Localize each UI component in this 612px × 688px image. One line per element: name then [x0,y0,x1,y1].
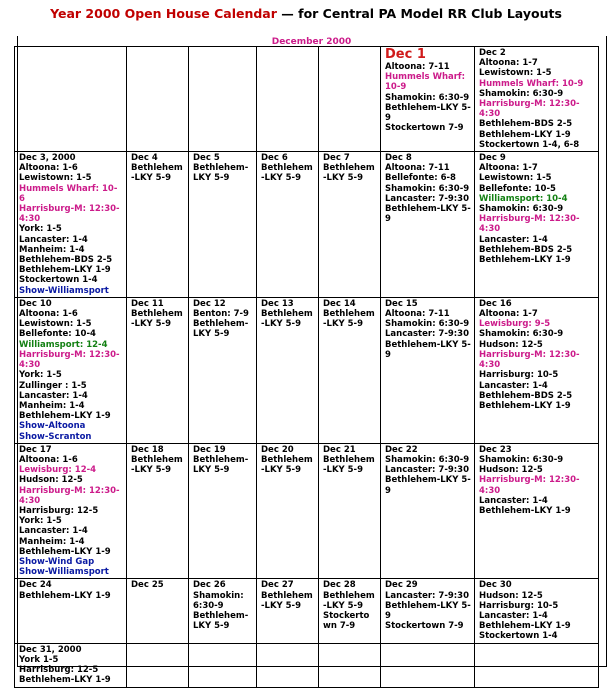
event-entry: Bethlehem-LKY 5-9 [323,163,375,184]
event-entry: Bethlehem-BDS 2-5 [479,390,573,401]
event-entry: Shamokin: 6:30-9 [193,590,244,611]
day-date-label: Dec 2 [479,48,506,58]
calendar-empty-cell [189,643,257,687]
calendar-day-cell [15,297,127,443]
event-entry: Hummels Wharf: 10-9 [385,72,466,93]
event-entry: Harrisburg-M: 12:30-4:30 [19,485,120,506]
day-date-label: Dec 5 [193,153,220,164]
event-entry: Harrisburg: 10-5 [479,370,559,381]
event-entry: Bellefonte: 6-8 [385,173,456,184]
event-entry: Lewistown: 1-5 [19,173,92,184]
event-entry: Harrisburg-M: 12:30-4:30 [19,204,120,225]
calendar-day-cell [381,443,475,579]
event-entry: Bethlehem-LKY 5-9 [131,309,183,330]
event-entry: Bethlehem-LKY 1-9 [19,675,111,686]
event-entry: Lewistown: 1-5 [19,319,92,330]
calendar-week-row [15,297,599,443]
event-entry: Hudson: 12-5 [479,339,543,350]
event-entry: Bethlehem-LKY 5-9 [323,309,375,330]
event-entry: Lancaster: 1-4 [479,610,548,621]
calendar-empty-cell [381,643,475,687]
title-for: for Central PA Model RR Club Layouts [298,6,562,21]
event-entry: Bethlehem-LKY 5-9 [385,600,471,621]
event-entry: Bellefonte: 10-4 [19,329,96,340]
event-entry: Show-Altoona [19,421,86,432]
event-entry: Lewisburg: 12-4 [19,465,97,476]
event-entry: Bethlehem-LKY 5-9 [323,454,375,476]
event-entry: Hudson: 12-5 [19,475,83,486]
calendar-week-row [15,443,599,579]
day-date-label: Dec 24 [19,580,52,591]
event-entry: York 1-5 [19,654,59,665]
event-entry: Lancaster: 1-4 [479,495,548,506]
event-entry: Stockertown 7-9 [385,123,464,134]
calendar-day-cell [15,443,127,579]
event-entry: Stockertown 1-4 [479,631,558,642]
calendar-empty-cell [189,47,257,152]
day-date-label: Dec 4 [131,153,158,164]
event-entry: Show-Wind Gap [19,556,95,567]
event-entry: Bethlehem-LKY 5-9 [261,590,313,611]
event-entry: Shamokin: 6:30-9 [479,88,564,99]
event-entry: Lewistown: 1-5 [479,68,552,79]
day-date-label: Dec 7 [323,153,350,164]
event-entry: Shamokin: 6:30-9 [479,454,564,465]
calendar-day-cell [15,643,127,687]
day-date-label: Dec 28 [323,580,356,591]
event-entry: Lancaster: 7-9:30 [385,590,469,601]
day-date-label: Dec 12 [193,298,226,309]
calendar-day-cell [189,152,257,298]
event-entry: Altoona: 1-7 [479,309,538,320]
event-entry: Shamokin: 6:30-9 [385,319,470,330]
calendar-day-cell [257,152,319,298]
calendar-day-cell [15,152,127,298]
event-entry: Harrisburg: 12-5 [19,664,99,675]
event-entry: Zullinger : 1-5 [19,380,87,391]
event-entry: Hudson: 12-5 [479,590,543,601]
calendar-empty-cell [319,47,381,152]
event-entry: Stockertown 7-9 [323,610,370,632]
calendar-day-cell [475,443,599,579]
event-entry: Show-Williamsport [19,567,109,578]
calendar-empty-cell [319,643,381,687]
calendar-day-cell [475,47,599,152]
event-entry: Bethlehem-LKY 1-9 [479,505,571,516]
event-entry: Lancaster: 1-4 [19,234,88,245]
event-entry: Harrisburg: 10-5 [479,600,559,611]
calendar-day-cell [15,579,127,643]
calendar-day-cell [381,297,475,443]
day-date-label: Dec 31, 2000 [19,644,82,655]
event-entry: Show-Scranton [19,431,92,442]
event-entry: Bethlehem-LKY 5-9 [131,454,183,476]
event-entry: York: 1-5 [19,370,62,381]
event-entry: Williamsport: 12-4 [19,339,108,350]
event-entry: Bethlehem-LKY 5-9 [193,163,249,184]
day-date-label: Dec 17 [19,444,52,455]
event-entry: Lancaster: 1-4 [19,390,88,401]
day-date-label: Dec 26 [193,580,226,591]
event-entry: Stockertown 7-9 [385,621,464,632]
event-entry: Lancaster: 1-4 [479,234,548,245]
day-date-label: Dec 8 [385,153,412,164]
event-entry: Harrisburg-M: 12:30-4:30 [479,349,580,371]
event-entry: Bethlehem-LKY 5-9 [385,102,471,124]
event-entry: Stockertown 1-4, 6-8 [479,139,580,150]
day-date-label: Dec 3, 2000 [19,153,76,164]
event-entry: Manheim: 1-4 [19,244,85,255]
event-entry: Williamsport: 10-4 [479,193,568,204]
event-entry: Manheim: 1-4 [19,400,85,411]
page-title [0,6,612,21]
day-date-label: Dec 6 [261,153,288,164]
calendar-week-row [15,47,599,152]
event-entry: Bellefonte: 10-5 [479,183,556,194]
event-entry: York: 1-5 [19,516,62,527]
day-date-label: Dec 20 [261,444,294,455]
event-entry: Lewisburg: 9-5 [479,319,551,330]
calendar-day-cell [319,297,381,443]
event-entry: Bethlehem-LKY 1-9 [19,411,111,422]
event-entry: Shamokin: 6:30-9 [479,204,564,215]
calendar-empty-cell [127,47,189,152]
event-entry: Altoona: 1-7 [479,58,538,69]
calendar-day-cell [127,297,189,443]
day-date-label: Dec 30 [479,580,512,591]
event-entry: Bethlehem-LKY 5-9 [131,163,183,184]
day-date-label: Dec 1 [385,47,426,62]
event-entry: Altoona: 1-6 [19,163,78,174]
event-entry: Lancaster: 1-4 [19,526,88,537]
day-date-label: Dec 21 [323,444,356,455]
event-entry: Bethlehem-LKY 5-9 [385,339,471,360]
event-entry: Shamokin: 6:30-9 [479,329,564,340]
calendar-day-cell [189,443,257,579]
event-entry: Bethlehem-LKY 5-9 [261,309,313,330]
calendar-day-cell [257,443,319,579]
calendar-day-cell [189,297,257,443]
calendar-day-cell [127,152,189,298]
day-date-label: Dec 22 [385,444,418,455]
calendar-day-cell [381,47,475,152]
calendar-day-cell [475,152,599,298]
day-date-label: Dec 9 [479,153,506,164]
calendar-empty-cell [475,643,599,687]
event-entry: Manheim: 1-4 [19,536,85,547]
calendar-empty-cell [15,47,127,152]
event-entry: Bethlehem-LKY 5-9 [193,610,249,632]
calendar-day-cell [475,579,599,643]
event-entry: Hudson: 12-5 [479,465,543,476]
calendar-day-cell [381,579,475,643]
event-entry: Bethlehem-LKY 5-9 [385,475,471,496]
event-entry: Bethlehem-LKY 5-9 [193,319,249,340]
event-entry: Harrisburg-M: 12:30-4:30 [479,214,580,235]
event-entry: Harrisburg-M: 12:30-4:30 [479,475,580,496]
day-date-label: Dec 29 [385,580,418,591]
day-date-label: Dec 18 [131,444,164,455]
day-date-label: Dec 15 [385,298,418,309]
calendar-week-row [15,579,599,643]
day-date-label: Dec 27 [261,580,294,591]
title-main: Year 2000 Open House Calendar [50,6,277,21]
event-entry: Bethlehem-LKY 1-9 [19,546,111,557]
calendar-day-cell [127,443,189,579]
event-entry: Show-Williamsport [19,285,109,296]
day-date-label: Dec 16 [479,298,512,309]
calendar-week-row [15,643,599,687]
event-entry: Bethlehem-LKY 5-9 [261,163,313,184]
calendar-day-cell [257,579,319,643]
calendar-day-cell [257,297,319,443]
day-date-label: Dec 14 [323,298,356,309]
event-entry: Altoona: 1-7 [479,163,538,174]
event-entry: Stockertown 1-4 [19,275,98,286]
event-entry: Altoona: 1-6 [19,309,78,320]
day-date-label: Dec 25 [131,580,164,591]
calendar-day-cell [189,579,257,643]
event-entry: Lancaster: 7-9:30 [385,465,469,476]
event-entry: Shamokin: 6:30-9 [385,183,470,194]
event-entry: Bethlehem-LKY 1-9 [479,255,571,266]
event-entry: Bethlehem-LKY 5-9 [261,454,313,476]
day-date-label: Dec 11 [131,298,164,309]
event-entry: Bethlehem-LKY 5-9 [385,204,471,225]
event-entry: Bethlehem-LKY 1-9 [479,621,571,632]
day-date-label: Dec 19 [193,444,226,455]
event-entry: Bethlehem-LKY 1-9 [479,400,571,411]
calendar-day-cell [319,152,381,298]
event-entry: Altoona: 7-11 [385,62,450,72]
event-entry: Harrisburg-M: 12:30-4:30 [479,99,580,120]
event-entry: Shamokin: 6:30-9 [385,454,470,465]
calendar-empty-cell [257,47,319,152]
calendar-empty-cell [127,643,189,687]
title-dash: — [281,6,294,21]
calendar-day-cell [319,443,381,579]
event-entry: Lancaster: 7-9:30 [385,329,469,340]
event-entry: Altoona: 7-11 [385,309,450,320]
event-entry: Bethlehem-LKY 1-9 [479,129,571,140]
month-label: December 2000 [271,37,352,47]
event-entry: Lancaster: 7-9:30 [385,193,469,204]
event-entry: Shamokin: 6:30-9 [385,92,470,103]
event-entry: Lewistown: 1-5 [479,173,552,184]
calendar-week-row [15,152,599,298]
event-entry: Altoona: 1-6 [19,454,78,465]
event-entry: Bethlehem-LKY 1-9 [19,265,111,276]
calendar-grid [14,46,599,688]
event-entry: Hummels Wharf: 10-9 [479,78,584,89]
event-entry: York: 1-5 [19,224,62,235]
event-entry: Bethlehem-LKY 5-9 [193,454,249,476]
event-entry: Hummels Wharf: 10-6 [19,183,118,204]
calendar-day-cell [127,579,189,643]
event-entry: Bethlehem-BDS 2-5 [19,255,113,266]
day-date-label: Dec 23 [479,444,512,455]
event-entry: Lancaster: 1-4 [479,380,548,391]
event-entry: Bethlehem-LKY 1-9 [19,590,111,601]
event-entry: Harrisburg-M: 12:30-4:30 [19,349,120,371]
event-entry: Harrisburg: 12-5 [19,505,99,516]
event-entry: Bethlehem-LKY 5-9 [323,590,375,611]
calendar-day-cell [319,579,381,643]
event-entry: Benton: 7-9 [193,309,249,320]
event-entry: Altoona: 7-11 [385,163,450,174]
day-date-label: Dec 13 [261,298,294,309]
calendar-day-cell [381,152,475,298]
calendar-empty-cell [257,643,319,687]
calendar-day-cell [475,297,599,443]
event-entry: Bethlehem-BDS 2-5 [479,244,573,255]
day-date-label: Dec 10 [19,298,52,309]
event-entry: Bethlehem-BDS 2-5 [479,119,573,130]
